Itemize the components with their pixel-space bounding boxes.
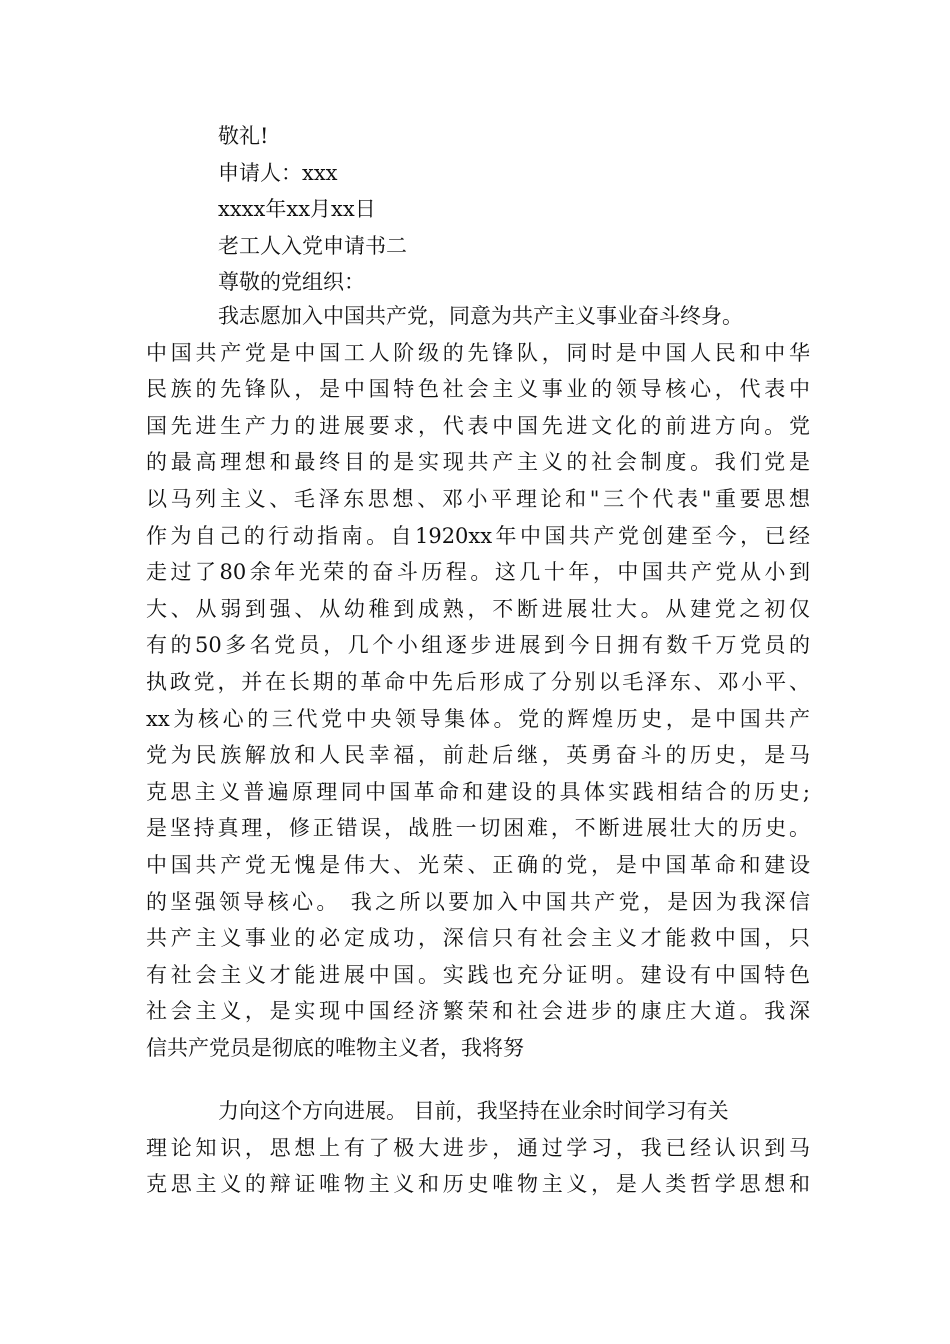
body-line: 是坚持真理，修正错误，战胜一切困难，不断进展壮大的历史。 <box>146 816 810 841</box>
letter-title: 老工人入党申请书二 <box>218 233 407 258</box>
body-line: 有的50多名党员，几个小组逐步进展到今日拥有数千万党员的 <box>146 633 810 658</box>
body-line: 作为自己的行动指南。自1920xx年中国共产党创建至今，已经 <box>146 523 810 548</box>
letter-date: xxxx年xx月xx日 <box>218 197 376 222</box>
applicant-signature: 申请人：xxx <box>218 160 338 185</box>
letter-greeting: 尊敬的党组织： <box>218 270 365 295</box>
body-line: 党为民族解放和人民幸福，前赴后继，英勇奋斗的历史，是马 <box>146 743 810 768</box>
body-line: 力向这个方向进展。 目前，我坚持在业余时间学习有关 <box>218 1099 729 1123</box>
body-line: 大、从弱到强、从幼稚到成熟，不断进展壮大。从建党之初仅 <box>146 596 810 621</box>
body-line: 国先进生产力的进展要求，代表中国先进文化的前进方向。党 <box>146 413 810 438</box>
body-line: 社会主义，是实现中国经济繁荣和社会进步的康庄大道。我深 <box>146 999 810 1024</box>
body-line: 民族的先锋队，是中国特色社会主义事业的领导核心，代表中 <box>146 377 810 402</box>
body-line: 执政党，并在长期的革命中先后形成了分别以毛泽东、邓小平、 <box>146 669 810 694</box>
body-line: 共产主义事业的必定成功，深信只有社会主义才能救中国，只 <box>146 926 810 951</box>
body-line: xx为核心的三代党中央领导集体。党的辉煌历史，是中国共产 <box>146 706 810 731</box>
letter-closing-and-heading <box>146 118 810 301</box>
body-line: 中国共产党是中国工人阶级的先锋队，同时是中国人民和中华 <box>146 340 810 365</box>
body-line: 的最高理想和最终目的是实现共产主义的社会制度。我们党是 <box>146 450 810 475</box>
body-line: 以马列主义、毛泽东思想、邓小平理论和"三个代表"重要思想 <box>146 486 810 511</box>
letter-body <box>146 298 810 1066</box>
body-line: 信共产党员是彻底的唯物主义者，我将努 <box>146 1035 524 1060</box>
body-line: 克思主义普遍原理同中国革命和建设的具体实践相结合的历史; <box>146 779 810 804</box>
body-line: 的坚强领导核心。 我之所以要加入中国共产党，是因为我深信 <box>146 889 810 914</box>
body-line: 走过了80余年光荣的奋斗历程。这几十年，中国共产党从小到 <box>146 560 810 585</box>
body-line: 有社会主义才能进展中国。实践也充分证明。建设有中国特色 <box>146 962 810 987</box>
body-line: 克思主义的辩证唯物主义和历史唯物主义，是人类哲学思想和 <box>146 1172 810 1197</box>
body-line: 我志愿加入中国共产党，同意为共产主义事业奋斗终身。 <box>218 304 743 328</box>
closing-salute: 敬礼! <box>218 124 269 148</box>
body-line: 理论知识，思想上有了极大进步，通过学习，我已经认识到马 <box>146 1135 810 1160</box>
body-line: 中国共产党无愧是伟大、光荣、正确的党，是中国革命和建设 <box>146 852 810 877</box>
letter-body-continuation <box>146 1093 810 1203</box>
